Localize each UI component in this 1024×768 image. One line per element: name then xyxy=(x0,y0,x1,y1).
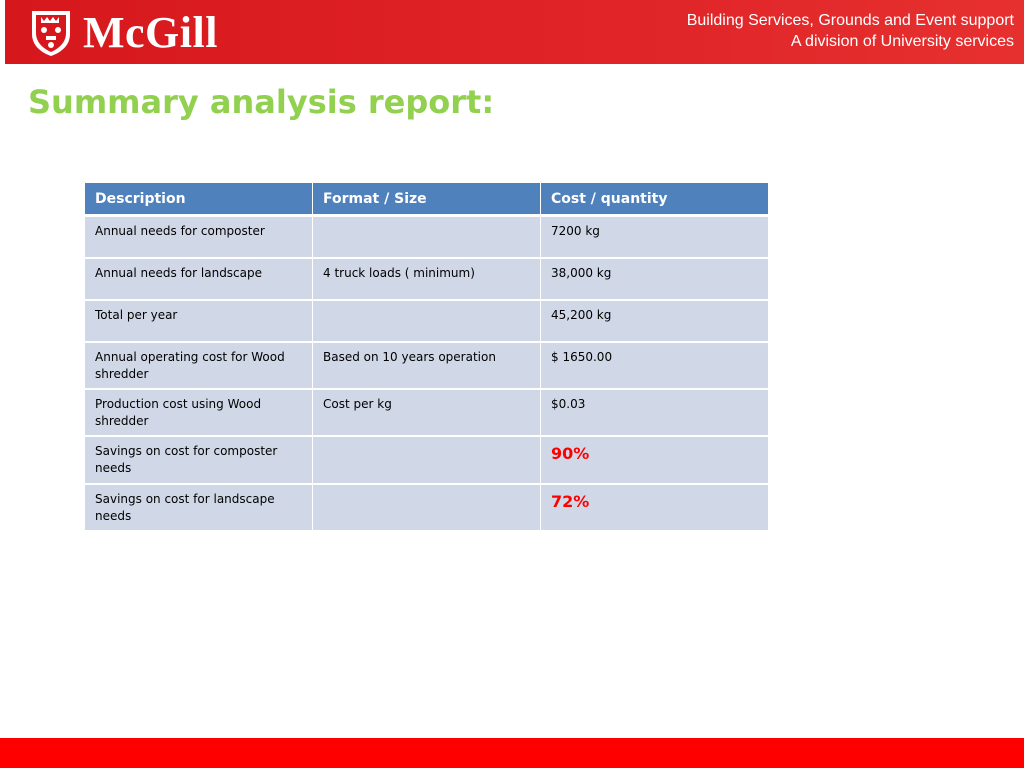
table-row xyxy=(85,258,769,300)
cell-savings-percent: 72% xyxy=(541,484,769,531)
footer-bar xyxy=(0,738,1024,768)
table-row xyxy=(85,300,769,342)
cell-format-size: Based on 10 years operation xyxy=(313,342,541,389)
cell-format-size: 4 truck loads ( minimum) xyxy=(313,258,541,300)
cell-description: Savings on cost for landscape needs xyxy=(85,484,313,531)
column-header-cost-quantity: Cost / quantity xyxy=(541,183,769,216)
cell-cost-quantity: $ 1650.00 xyxy=(541,342,769,389)
header-tagline xyxy=(687,10,1014,52)
cell-description: Savings on cost for composter needs xyxy=(85,436,313,484)
logo-wordmark: McGill xyxy=(83,8,218,57)
header-bar xyxy=(5,0,1024,64)
cell-format-size xyxy=(313,216,541,259)
tagline-line-2: A division of University services xyxy=(790,33,1014,50)
cell-cost-quantity: 45,200 kg xyxy=(541,300,769,342)
table-row xyxy=(85,342,769,389)
cell-format-size xyxy=(313,484,541,531)
mcgill-crest-icon xyxy=(29,8,73,58)
cell-description: Production cost using Wood shredder xyxy=(85,389,313,436)
table-row xyxy=(85,436,769,484)
cell-format-size: Cost per kg xyxy=(313,389,541,436)
cell-cost-quantity: 7200 kg xyxy=(541,216,769,259)
cell-format-size xyxy=(313,300,541,342)
table-row xyxy=(85,389,769,436)
summary-table xyxy=(84,182,769,531)
table-row xyxy=(85,484,769,531)
cell-description: Annual operating cost for Wood shredder xyxy=(85,342,313,389)
cell-description: Total per year xyxy=(85,300,313,342)
cell-cost-quantity: 38,000 kg xyxy=(541,258,769,300)
page-title: Summary analysis report: xyxy=(28,83,495,121)
table-row xyxy=(85,216,769,259)
column-header-format-size: Format / Size xyxy=(313,183,541,216)
cell-savings-percent: 90% xyxy=(541,436,769,484)
table-header-row xyxy=(85,183,769,216)
mcgill-logo[interactable] xyxy=(29,8,259,58)
tagline-line-1: Building Services, Grounds and Event support xyxy=(686,12,1014,29)
column-header-description: Description xyxy=(85,183,313,216)
cell-description: Annual needs for composter xyxy=(85,216,313,259)
cell-description: Annual needs for landscape xyxy=(85,258,313,300)
cell-format-size xyxy=(313,436,541,484)
cell-cost-quantity: $0.03 xyxy=(541,389,769,436)
